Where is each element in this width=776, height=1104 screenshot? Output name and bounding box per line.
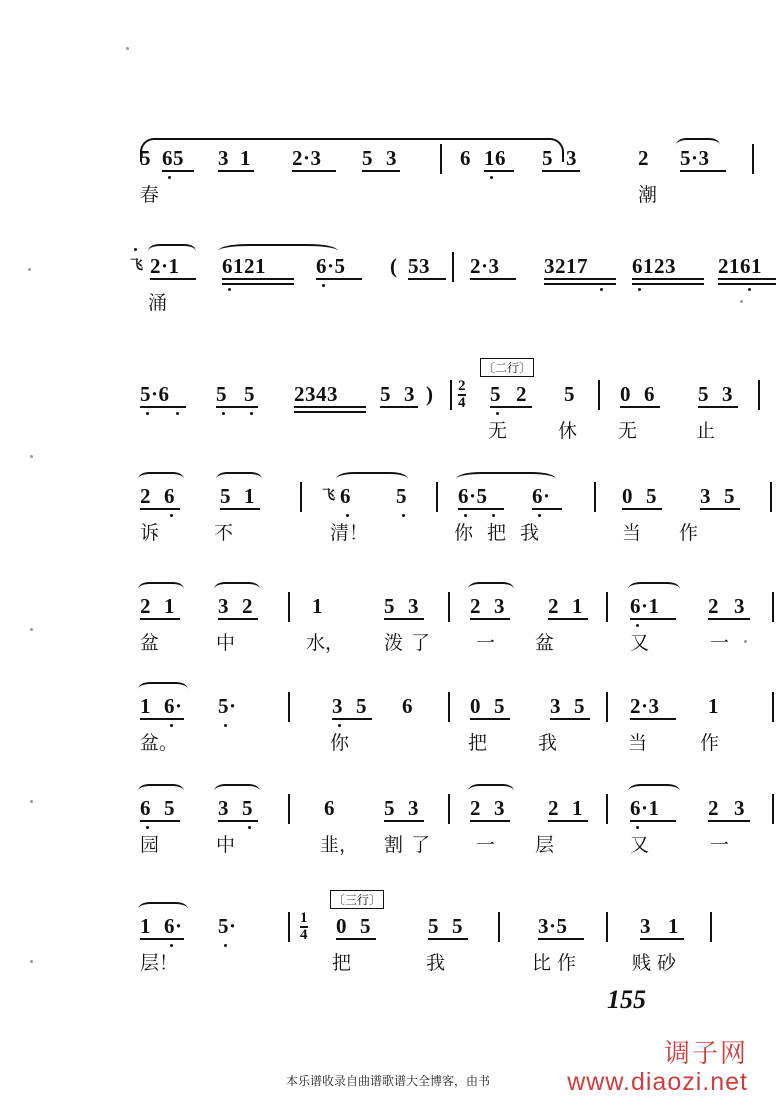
beam: [622, 508, 662, 510]
barline: [770, 482, 772, 512]
lyric: 一: [710, 632, 730, 654]
note: 5: [384, 594, 395, 618]
scan-speck: [28, 268, 31, 271]
scan-speck: [126, 47, 129, 50]
note: 5: [724, 484, 735, 508]
scan-speck: [30, 800, 33, 803]
lyric: 当作: [622, 522, 737, 544]
note: 1: [164, 594, 175, 618]
octave-dot: [464, 514, 467, 517]
lyric: 盆: [140, 632, 160, 654]
note: 65: [162, 146, 184, 170]
barline: [606, 912, 608, 942]
barline: [450, 380, 452, 410]
beam: [140, 820, 180, 822]
octave-dot: [224, 944, 227, 947]
beam: [484, 170, 514, 172]
note: 2: [140, 594, 151, 618]
score-system-1: [140, 140, 710, 210]
lyric: 休: [558, 420, 578, 442]
barline: [598, 380, 600, 410]
note: 3: [218, 594, 229, 618]
note: 2: [708, 594, 719, 618]
note: 6·5: [316, 254, 346, 278]
beam: [362, 170, 400, 172]
octave-dot: [402, 514, 405, 517]
page-number: 155: [607, 985, 646, 1014]
beam: [140, 406, 186, 408]
score-system-6: [140, 688, 720, 758]
octave-dot: [134, 248, 137, 251]
barline: [772, 692, 774, 722]
beam: [550, 718, 590, 720]
lyric: 春: [140, 184, 160, 206]
note: 5·: [218, 694, 237, 718]
barline: [606, 794, 608, 824]
note: 0: [620, 382, 631, 406]
lyric: 园: [140, 834, 160, 856]
lyrics-row-5: [140, 628, 730, 658]
score-system-5: [140, 588, 745, 658]
beam: [216, 406, 258, 408]
score-system-8: [140, 890, 683, 978]
octave-dot: [146, 412, 149, 415]
lyric: 盆。: [140, 732, 179, 754]
time-signature-numerator: 1: [300, 910, 308, 926]
barline: [300, 482, 302, 512]
barline: [606, 692, 608, 722]
octave-dot: [636, 624, 639, 627]
octave-dot: [250, 412, 253, 415]
notes-row-4: [140, 478, 735, 518]
beam: [294, 406, 366, 408]
note: 5: [574, 694, 585, 718]
note: 2: [242, 594, 253, 618]
beam: [458, 508, 504, 510]
beam: [544, 283, 616, 285]
beam: [428, 938, 468, 940]
note: 0: [622, 484, 633, 508]
lyric: 比作: [532, 952, 583, 974]
note: 3: [550, 694, 561, 718]
beam: [218, 820, 258, 822]
notes-row-5: [140, 588, 745, 628]
lyrics-row-8: [140, 948, 683, 978]
note: 6: [140, 796, 151, 820]
note: 2: [470, 796, 481, 820]
notes-row-8: [140, 908, 679, 948]
beam: [150, 278, 196, 280]
note: 2: [470, 594, 481, 618]
beam: [718, 278, 776, 280]
scan-speck: [30, 628, 33, 631]
barline: [752, 144, 754, 174]
barline: [288, 692, 290, 722]
note: 16: [484, 146, 506, 170]
lyrics-row-2: [140, 288, 660, 318]
note: 5: [244, 382, 255, 406]
scan-speck: [744, 640, 747, 643]
note: 5·: [218, 914, 237, 938]
beam: [630, 718, 676, 720]
lyric: 中: [216, 632, 236, 654]
note: 3·5: [538, 914, 568, 938]
beam: [220, 508, 260, 510]
note: 1: [140, 694, 151, 718]
note: 5: [564, 382, 575, 406]
beam: [470, 718, 510, 720]
lyric: 韭，: [320, 834, 359, 856]
lyric: 又: [630, 632, 650, 654]
notes-row-1: [140, 140, 710, 180]
barline: [448, 794, 450, 824]
octave-dot: [492, 514, 495, 517]
time-signature: [300, 911, 308, 943]
note: 5: [646, 484, 657, 508]
note: 6123: [632, 254, 676, 278]
note: 5: [220, 484, 231, 508]
octave-dot: [222, 412, 225, 415]
beam: [336, 938, 376, 940]
note: 3: [494, 594, 505, 618]
note: 3: [566, 146, 577, 170]
lyric: 又: [630, 834, 650, 856]
beam: [542, 170, 580, 172]
note: 6: [340, 484, 351, 508]
score-system-4: [140, 478, 737, 548]
lyric: 把: [468, 732, 488, 754]
watermark-url: www.diaozi.net: [567, 1067, 748, 1096]
note: 2·3: [292, 146, 322, 170]
note: 5: [140, 146, 151, 170]
beam: [140, 508, 180, 510]
beam: [380, 406, 418, 408]
lyric: 水，: [306, 632, 345, 654]
barline: [498, 912, 500, 942]
watermark-site-name: 调子网: [663, 1039, 748, 1069]
beam: [384, 820, 424, 822]
octave-dot: [176, 412, 179, 415]
lyric: 一: [710, 834, 730, 856]
note: 5: [360, 914, 371, 938]
note: 5: [384, 796, 395, 820]
barline: [606, 592, 608, 622]
score-system-3: [140, 358, 733, 446]
time-signature-numerator: 2: [458, 378, 466, 394]
scan-speck: [740, 300, 743, 303]
beam: [490, 406, 532, 408]
beam: [708, 820, 750, 822]
lyric: 一盆: [476, 632, 595, 654]
note: 6·1: [630, 594, 660, 618]
note: 3: [722, 382, 733, 406]
note: 2: [548, 796, 559, 820]
beam: [140, 618, 180, 620]
lyrics-row-4: [140, 518, 737, 548]
note: 3217: [544, 254, 588, 278]
beam: [700, 508, 740, 510]
barline: [772, 794, 774, 824]
note: 1: [240, 146, 251, 170]
note: 6·: [164, 914, 183, 938]
section-marker: 〔二行〕: [480, 358, 534, 377]
grace-note: 飞: [130, 257, 144, 272]
beam: [640, 938, 684, 940]
beam: [548, 618, 588, 620]
beam: [632, 283, 704, 285]
octave-dot: [636, 826, 639, 829]
barline: [594, 482, 596, 512]
notes-row-6: [140, 688, 719, 728]
lyric: 你把我: [454, 522, 554, 544]
note: 1: [244, 484, 255, 508]
note: 2·3: [470, 254, 500, 278]
beam: [470, 278, 516, 280]
section-marker: 〔三行〕: [330, 890, 384, 909]
note: 3: [218, 796, 229, 820]
note: 2: [548, 594, 559, 618]
note: 3: [386, 146, 397, 170]
lyric: 不: [214, 522, 234, 544]
barline: [758, 380, 760, 410]
beam: [222, 283, 294, 285]
note: 5: [164, 796, 175, 820]
note: 3: [218, 146, 229, 170]
note: 6·5: [458, 484, 488, 508]
note: (: [390, 254, 398, 278]
barline: [288, 592, 290, 622]
note: 53: [408, 254, 430, 278]
note: 3: [332, 694, 343, 718]
note: 3: [640, 914, 651, 938]
lyric: 一层: [476, 834, 595, 856]
note: 3: [734, 594, 745, 618]
lyrics-row-3: [140, 416, 716, 446]
note: 1: [708, 694, 719, 718]
note: 1: [140, 914, 151, 938]
beam: [544, 278, 616, 280]
octave-dot: [748, 288, 751, 291]
note: 5: [216, 382, 227, 406]
lyric: 我: [426, 952, 446, 974]
note: 3: [408, 796, 419, 820]
score-system-7: [140, 790, 745, 860]
lyric: 中: [216, 834, 236, 856]
note: 5: [380, 382, 391, 406]
barline: [288, 912, 290, 942]
note: 2: [140, 484, 151, 508]
octave-dot: [322, 284, 325, 287]
lyric: 涌: [148, 292, 168, 314]
note: 5: [698, 382, 709, 406]
octave-dot: [338, 724, 341, 727]
lyric: 无: [618, 420, 638, 442]
note: 6: [164, 484, 175, 508]
note: 1: [572, 796, 583, 820]
lyric: 割了: [384, 834, 439, 856]
scan-speck: [30, 960, 33, 963]
octave-dot: [170, 944, 173, 947]
lyrics-row-1: [140, 180, 660, 210]
octave-dot: [146, 826, 149, 829]
note: 0: [336, 914, 347, 938]
beam: [698, 406, 738, 408]
lyric: 潮: [638, 184, 658, 206]
note: 6: [460, 146, 471, 170]
note: 6·1: [630, 796, 660, 820]
note: 5·6: [140, 382, 170, 406]
time-signature-denominator: 4: [458, 395, 466, 411]
lyric: 无: [488, 420, 508, 442]
octave-dot: [490, 176, 493, 179]
beam: [630, 820, 676, 822]
barline: [440, 144, 442, 174]
lyric: 层！: [140, 952, 179, 974]
note: 3: [408, 594, 419, 618]
note: 5: [542, 146, 553, 170]
lyrics-row-7: [140, 830, 730, 860]
beam: [222, 278, 294, 280]
note: 6: [402, 694, 413, 718]
note: 2·1: [150, 254, 180, 278]
note: 3: [494, 796, 505, 820]
lyric: 作: [700, 732, 720, 754]
beam: [470, 618, 510, 620]
barline: [710, 912, 712, 942]
beam: [316, 278, 362, 280]
note: 5: [356, 694, 367, 718]
lyric: 止: [696, 420, 716, 442]
note: 2343: [294, 382, 338, 406]
note: 3: [404, 382, 415, 406]
lyrics-row-6: [140, 728, 720, 758]
octave-dot: [346, 514, 349, 517]
lyric: 你: [330, 732, 350, 754]
note: 5: [242, 796, 253, 820]
note: 6·: [164, 694, 183, 718]
beam: [538, 938, 584, 940]
lyric: 清！: [330, 522, 369, 544]
time-signature-denominator: 4: [300, 927, 308, 943]
beam: [162, 170, 194, 172]
note: 5: [396, 484, 407, 508]
grace-note: 飞: [322, 487, 336, 502]
barline: [772, 592, 774, 622]
note: 6: [324, 796, 335, 820]
beam: [548, 820, 588, 822]
octave-dot: [170, 514, 173, 517]
footer-note: 本乐谱收录自曲谱歌谱大全博客，由书: [285, 1074, 490, 1088]
note: 2: [638, 146, 649, 170]
note: 5: [494, 694, 505, 718]
lyric: 当: [628, 732, 648, 754]
octave-dot: [248, 826, 251, 829]
octave-dot: [170, 724, 173, 727]
barline: [288, 794, 290, 824]
note: 6: [644, 382, 655, 406]
beam: [680, 170, 726, 172]
note: 5: [428, 914, 439, 938]
beam: [218, 618, 258, 620]
beam: [620, 406, 660, 408]
note: 5·3: [680, 146, 710, 170]
barline: [452, 252, 454, 282]
note: 6121: [222, 254, 266, 278]
note: 6·: [532, 484, 551, 508]
lyric: 把: [332, 952, 352, 974]
note: 1: [312, 594, 323, 618]
lyric: 贱砂: [632, 952, 683, 974]
beam: [718, 283, 776, 285]
score-system-2: [130, 248, 762, 318]
notes-row-2: [130, 248, 762, 288]
note: 2: [708, 796, 719, 820]
beam: [632, 278, 704, 280]
note: 1: [572, 594, 583, 618]
time-signature: [458, 379, 466, 411]
scan-speck: [30, 455, 33, 458]
lyric: 我: [538, 732, 558, 754]
note: 2: [516, 382, 527, 406]
note: 3: [700, 484, 711, 508]
octave-dot: [168, 176, 171, 179]
beam: [630, 618, 676, 620]
notes-row-3: [140, 376, 733, 416]
beam: [294, 411, 366, 413]
bracket: ): [426, 382, 434, 406]
note: 5: [452, 914, 463, 938]
beam: [332, 718, 372, 720]
octave-dot: [538, 514, 541, 517]
octave-dot: [496, 412, 499, 415]
beam: [532, 508, 562, 510]
note: 3: [734, 796, 745, 820]
beam: [470, 820, 510, 822]
octave-dot: [224, 724, 227, 727]
barline: [448, 592, 450, 622]
beam: [384, 618, 424, 620]
beam: [140, 938, 184, 940]
beam: [408, 278, 446, 280]
beam: [708, 618, 750, 620]
note: 2161: [718, 254, 762, 278]
lyric: 诉: [140, 522, 160, 544]
note: 2·3: [630, 694, 660, 718]
barline: [448, 692, 450, 722]
beam: [218, 170, 254, 172]
note: 5: [490, 382, 501, 406]
note: 5: [362, 146, 373, 170]
note: 0: [470, 694, 481, 718]
barline: [436, 482, 438, 512]
beam: [140, 718, 184, 720]
note: 1: [668, 914, 679, 938]
lyric: 泼了: [384, 632, 439, 654]
beam: [292, 170, 336, 172]
notes-row-7: [140, 790, 745, 830]
